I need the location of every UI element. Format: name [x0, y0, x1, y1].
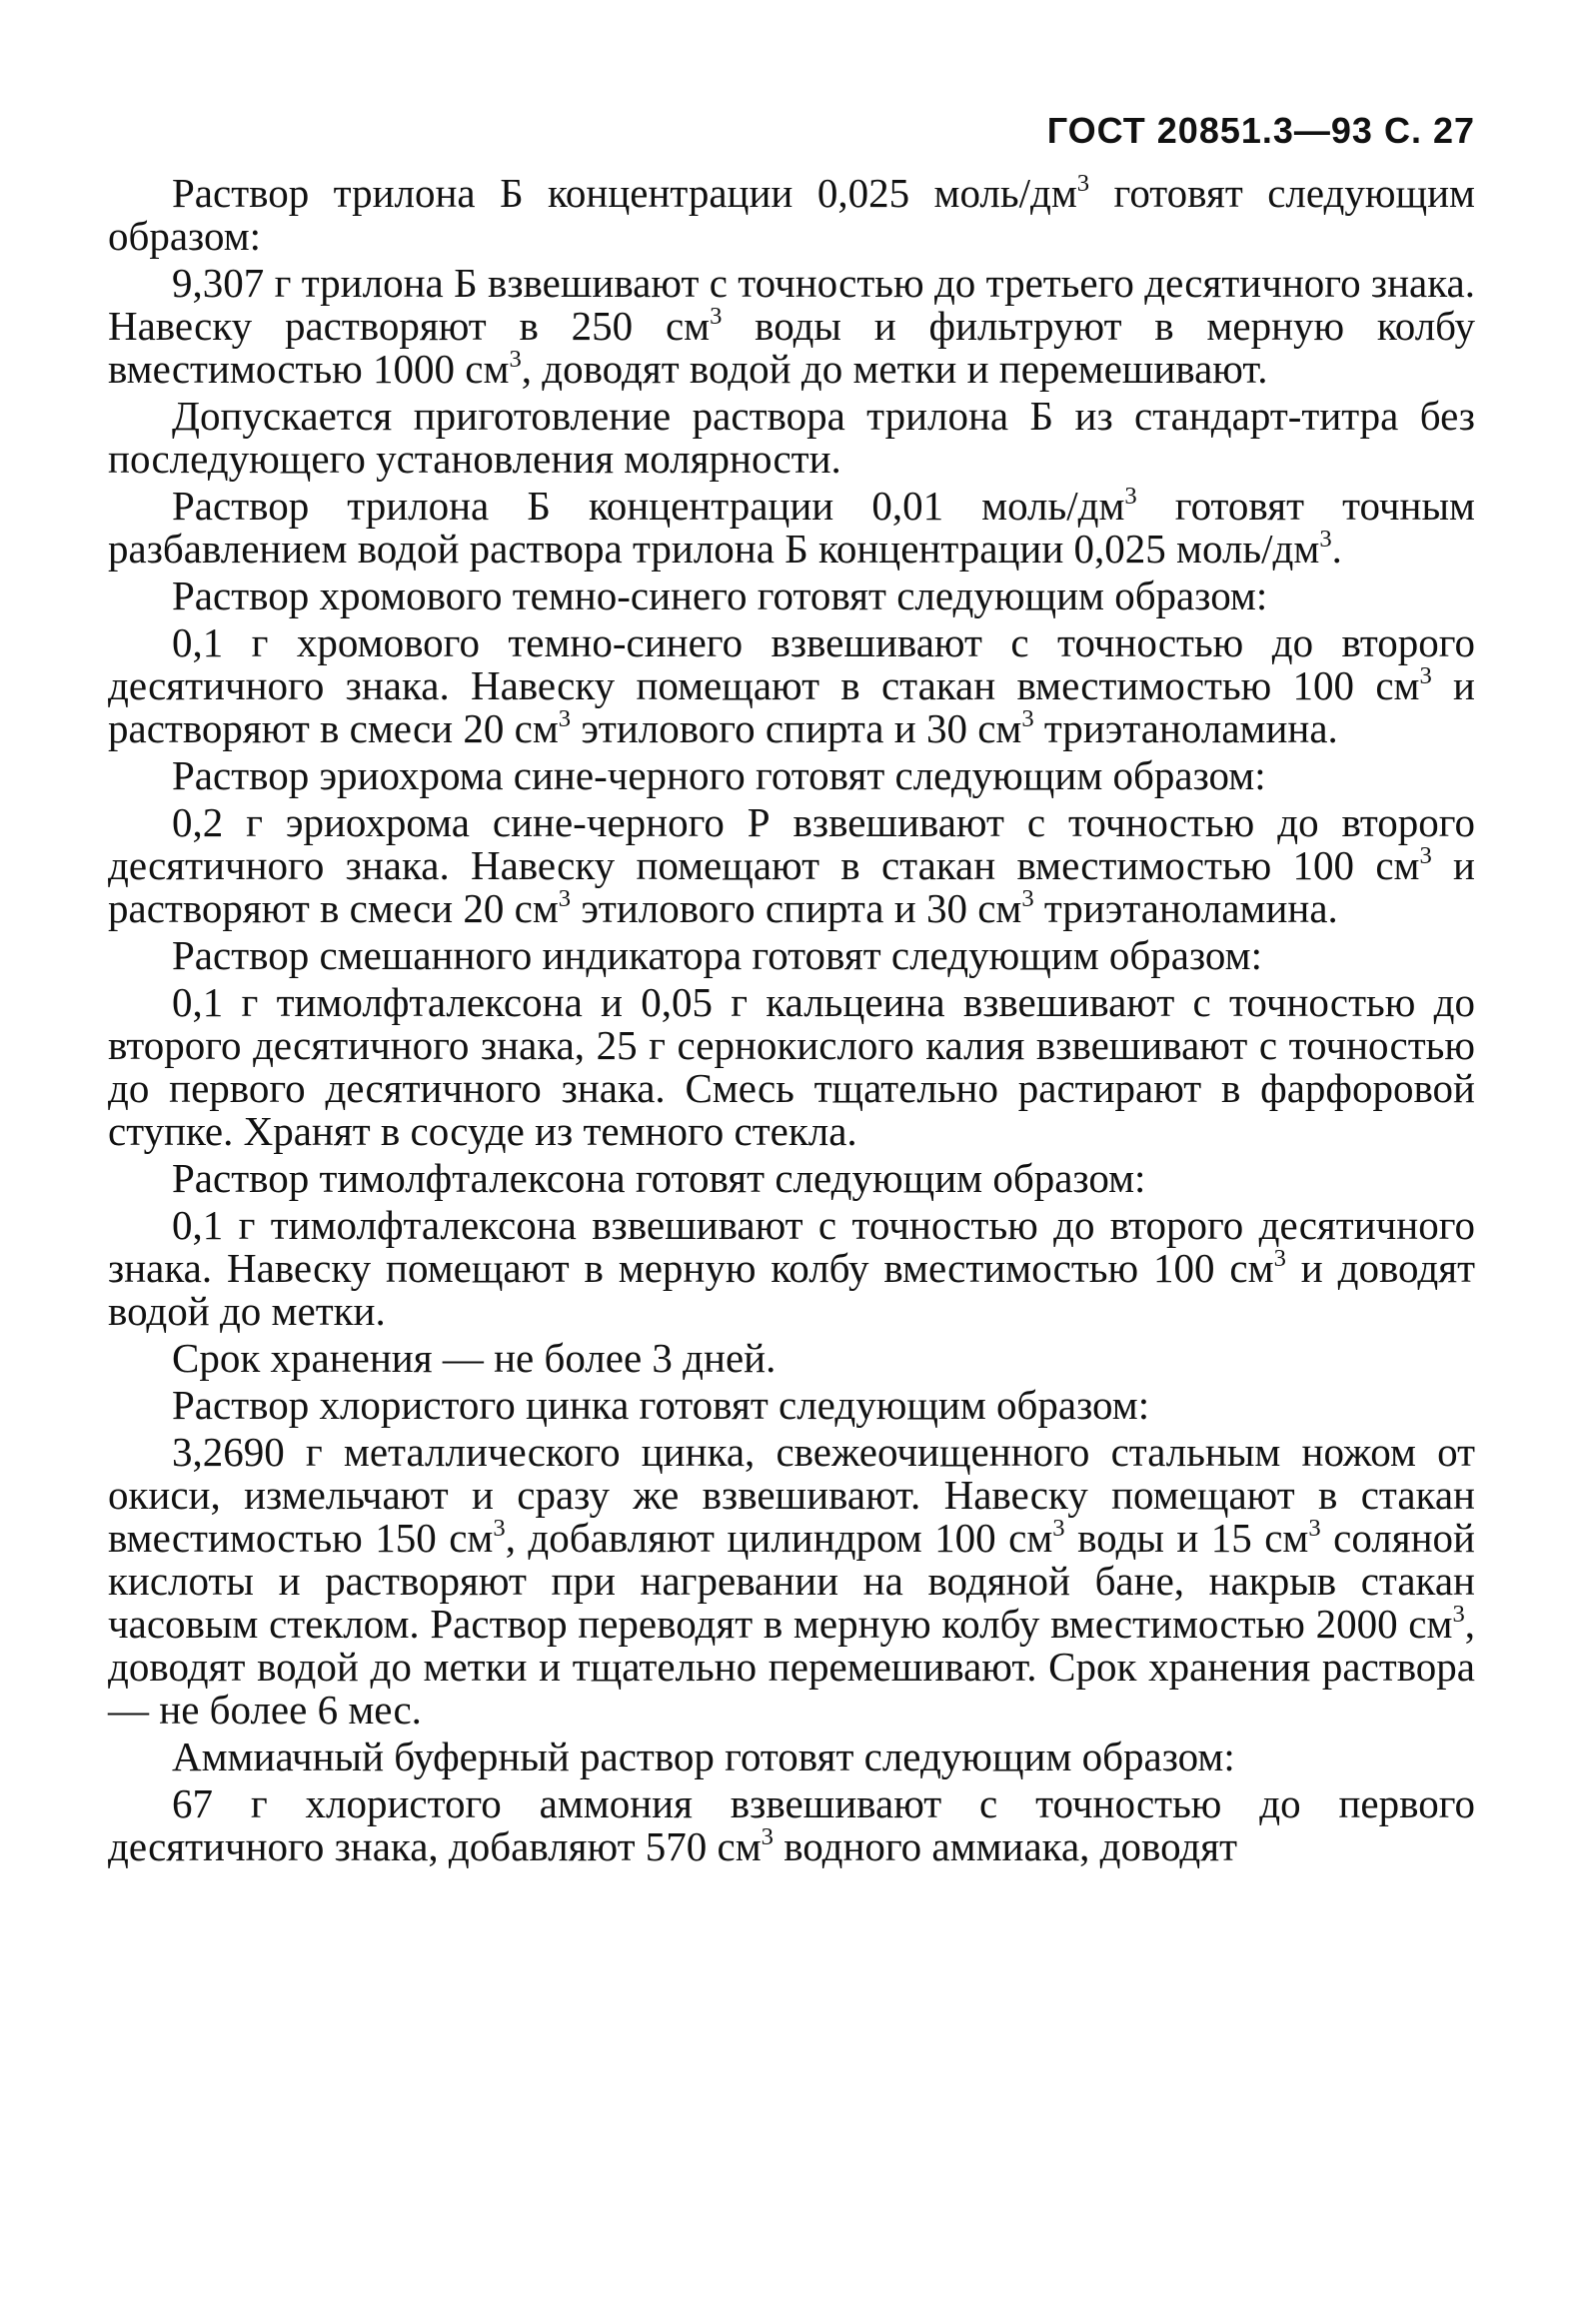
paragraph-zinc-chloride-procedure: 3,2690 г металлического цинка, свежеочищенного стальным ножом от окиси, измельчают и сразу же взвешивают. Навеску помещают в стакан вместимостью 150 $см^3$, добавляют цилиндром 100 $см^3$ воды и 15 $см^3$ соляной кислоты и растворяют при нагревании на водяной бане, накрыв стакан часовым стеклом. Раствор переводят в мерную колбу вместимостью 2000 $см^3$, доводят водой до метки и тщательно перемешивают. Срок хранения раствора — не более 6 мес. — [108, 1429, 1476, 1733]
page-header: ГОСТ 20851.3—93 С. 27 — [1046, 110, 1475, 151]
paragraph-chrome-blue-intro: Раствор хромового темно-синего готовят следующим образом: — [172, 573, 1268, 618]
paragraph-trilon-025-intro: Раствор трилона Б концентрации 0,025 моль/$дм^3$ готовят следующим образом: — [108, 170, 1475, 259]
paragraph-ammonia-buffer-intro: Аммиачный буферный раствор готовят следующим образом: — [172, 1734, 1235, 1779]
paragraph-thymolphthalexone-intro: Раствор тимолфталексона готовят следующим образом: — [172, 1155, 1146, 1201]
paragraph-storage-term: Срок хранения — не более 3 дней. — [172, 1335, 777, 1381]
document-body — [108, 172, 1475, 1872]
paragraph-ammonia-buffer-procedure: 67 г хлористого аммония взвешивают с точностью до первого десятичного знака, добавляют 570 $см^3$ водного аммиака, доводят — [108, 1780, 1475, 1869]
paragraph-standard-titre: Допускается приготовление раствора трилона Б из стандарт-титра без последующего установления молярности. — [108, 393, 1475, 482]
paragraph-trilon-025-procedure: 9,307 г трилона Б взвешивают с точностью до третьего десятичного знака. Навеску растворяют в 250 $см^3$ воды и фильтруют в мерную колбу вместимостью 1000 $см^3$, доводят водой до метки и перемешивают. — [108, 260, 1475, 392]
paragraph-mixed-indicator-intro: Раствор смешанного индикатора готовят следующим образом: — [172, 932, 1262, 978]
paragraph-trilon-001: Раствор трилона Б концентрации 0,01 моль/$дм^3$ готовят точным разбавлением водой раствора трилона Б концентрации 0,025 моль/$дм^3$. — [108, 483, 1475, 572]
paragraph-eriochrome-intro: Раствор эриохрома сине-черного готовят следующим образом: — [172, 752, 1266, 798]
paragraph-thymolphthalexone-procedure: 0,1 г тимолфталексона взвешивают с точностью до второго десятичного знака. Навеску помещают в мерную колбу вместимостью 100 $см^3$ и доводят водой до метки. — [108, 1202, 1476, 1334]
paragraph-chrome-blue-procedure: 0,1 г хромового темно-синего взвешивают с точностью до второго десятичного знака. Навеску помещают в стакан вместимостью 100 $см^3$ и растворяют в смеси 20 $см^3$ этилового спирта и 30 $см^3$ триэтаноламина. — [108, 619, 1476, 751]
paragraph-mixed-indicator-procedure: 0,1 г тимолфталексона и 0,05 г кальцеина взвешивают с точностью до второго десятичного знака, 25 г сернокислого калия взвешивают с точностью до первого десятичного знака. Смесь тщательно растирают в фарфоровой ступке. Хранят в сосуде из темного стекла. — [108, 979, 1475, 1154]
paragraph-zinc-chloride-intro: Раствор хлористого цинка готовят следующим образом: — [172, 1382, 1150, 1428]
paragraph-eriochrome-procedure: 0,2 г эриохрома сине-черного Р взвешивают с точностью до второго десятичного знака. Навеску помещают в стакан вместимостью 100 $см^3$ и растворяют в смеси 20 $см^3$ этилового спирта и 30 $см^3$ триэтаноламина. — [108, 799, 1476, 931]
